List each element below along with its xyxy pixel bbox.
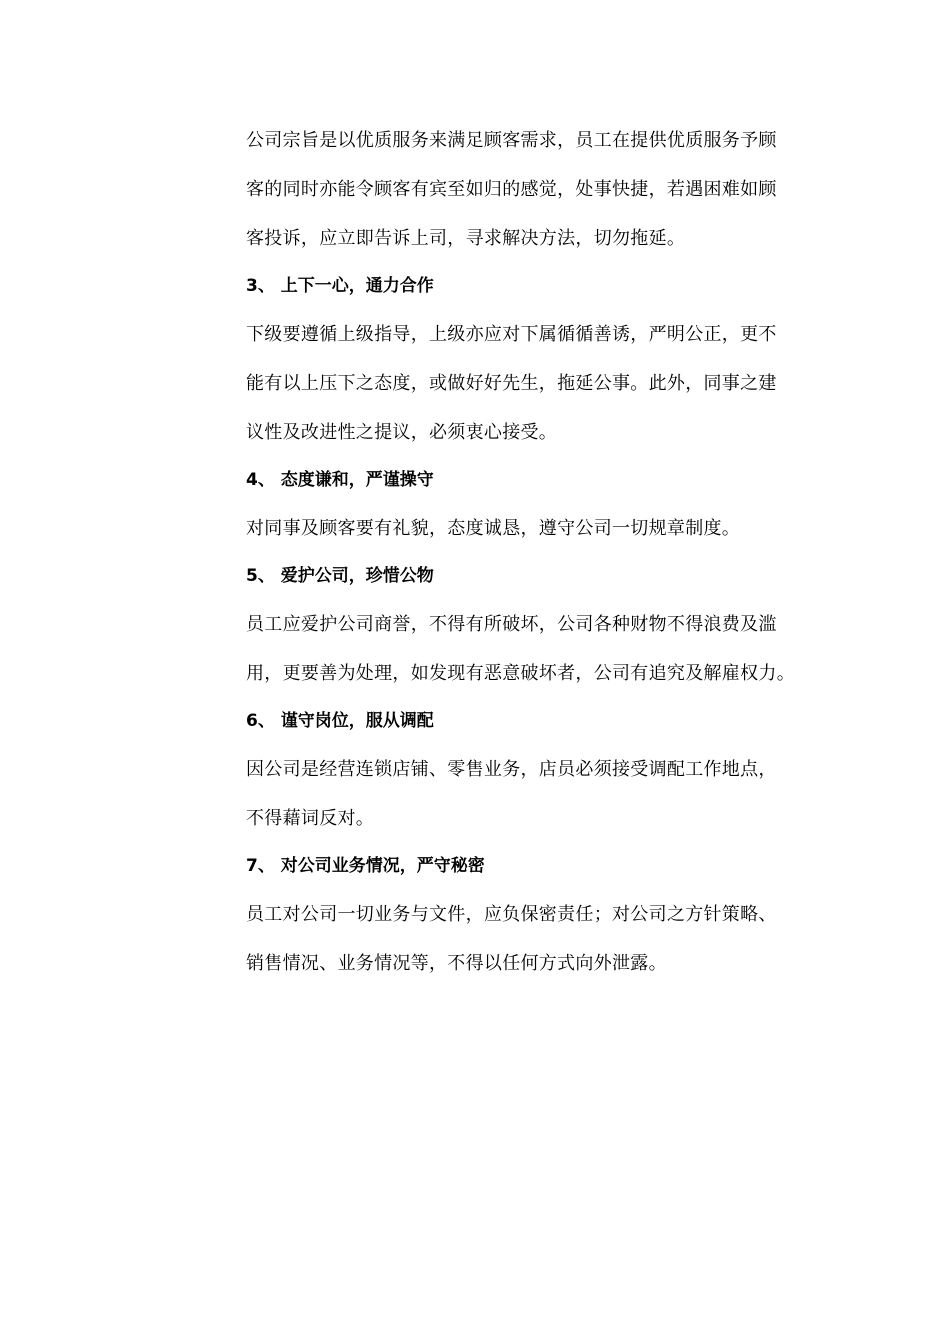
section-heading-7: 7、 对公司业务情况，严守秘密 [246,856,485,876]
section-6-line: 因公司是经营连锁店铺、零售业务，店员必须接受调配工作地点， [246,759,777,780]
section-heading-4: 4、 态度谦和，严谨操守 [246,470,434,490]
section-heading-3: 3、 上下一心，通力合作 [246,276,434,296]
intro-line: 客投诉，应立即告诉上司，寻求解决方法，切勿拖延。 [246,228,686,249]
document-body [246,116,812,988]
section-3-line: 议性及改进性之提议，必须衷心接受。 [246,422,558,443]
intro-line: 公司宗旨是以优质服务来满足顾客需求，员工在提供优质服务予顾 [246,130,777,151]
section-6-line: 不得藉词反对。 [246,808,375,829]
section-5-line: 员工应爱护公司商誉，不得有所破坏，公司各种财物不得浪费及滥 [246,614,777,635]
section-7-line: 销售情况、业务情况等，不得以任何方式向外泄露。 [246,953,667,974]
section-5-line: 用，更要善为处理，如发现有恶意破坏者，公司有追究及解雇权力。 [246,663,795,684]
section-heading-5: 5、 爱护公司，珍惜公物 [246,566,434,586]
section-7-line: 员工对公司一切业务与文件，应负保密责任；对公司之方针策略、 [246,904,777,925]
section-3-line: 能有以上压下之态度，或做好好先生，拖延公事。此外，同事之建 [246,373,777,394]
section-heading-6: 6、 谨守岗位，服从调配 [246,711,434,731]
section-3-line: 下级要遵循上级指导，上级亦应对下属循循善诱，严明公正，更不 [246,324,777,345]
section-4-line: 对同事及顾客要有礼貌，态度诚恳，遵守公司一切规章制度。 [246,518,741,539]
intro-line: 客的同时亦能令顾客有宾至如归的感觉，处事快捷，若遇困难如顾 [246,179,777,200]
